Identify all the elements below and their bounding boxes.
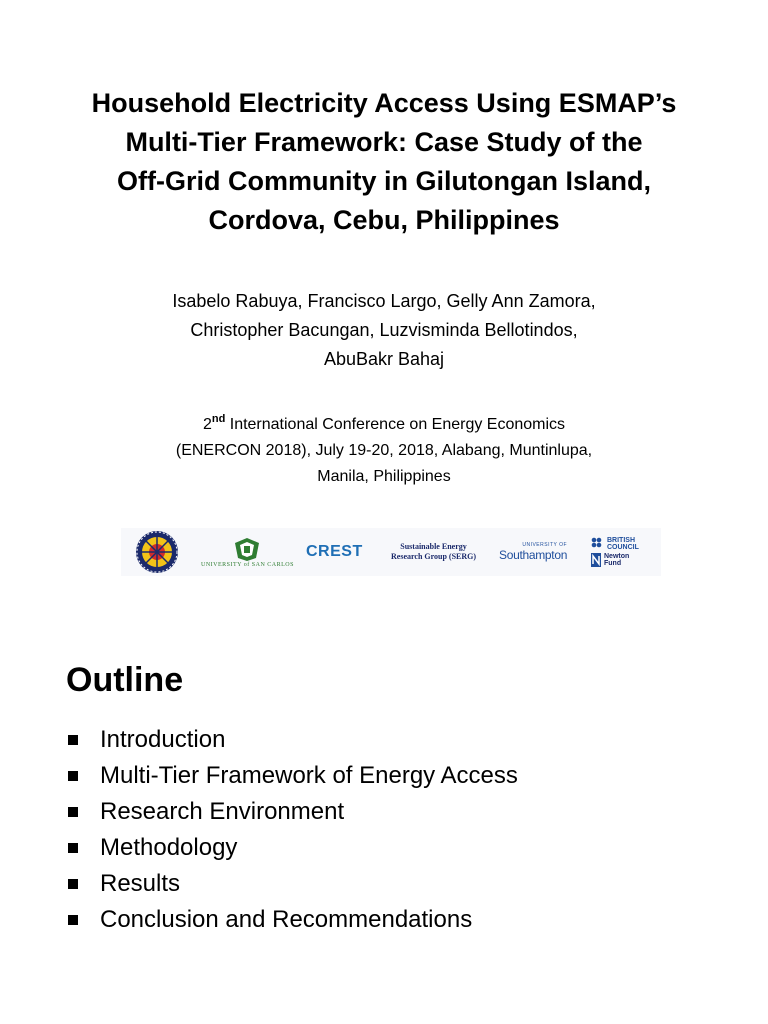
outline-item-label: Multi-Tier Framework of Energy Access [100, 762, 518, 789]
title-line: Cordova, Cebu, Philippines [208, 205, 560, 235]
newton-fund-line: Newton [604, 553, 630, 560]
usc-logo-text: UNIVERSITY of SAN CARLOS [201, 562, 294, 568]
southampton-logo [499, 528, 567, 576]
conference-line: Manila, Philippines [317, 468, 451, 485]
square-bullet-icon [68, 735, 78, 745]
newton-fund-icon [591, 553, 601, 567]
square-bullet-icon [68, 843, 78, 853]
sponsor-logos-strip [121, 528, 661, 576]
newton-fund-line: Fund [604, 560, 622, 567]
outline-item-label: Introduction [100, 726, 226, 753]
authors-line: AbuBakr Bahaj [323, 349, 445, 369]
square-bullet-icon [68, 879, 78, 889]
outline-item [66, 866, 518, 902]
seal-logo [131, 528, 183, 576]
british-council-line: BRITISH [607, 537, 635, 544]
serg-logo-line: Research Group (SERG) [391, 552, 477, 561]
serg-logo [391, 528, 476, 576]
crest-logo [306, 528, 363, 576]
square-bullet-icon [68, 771, 78, 781]
authors-line: Isabelo Rabuya, Francisco Largo, Gelly Ann Zamora, [172, 291, 596, 311]
southampton-name: Southampton [499, 548, 568, 562]
usc-logo [201, 528, 294, 576]
outline-item [66, 902, 518, 938]
square-bullet-icon [68, 915, 78, 925]
outline-item-label: Research Environment [100, 798, 345, 825]
british-council-line: COUNCIL [607, 544, 639, 551]
outline-list [66, 722, 518, 938]
southampton-small-text: UNIVERSITY OF [522, 542, 568, 548]
title-line: Multi-Tier Framework: Case Study of the [125, 127, 643, 157]
outline-item-label: Results [100, 870, 181, 897]
authors [60, 287, 708, 374]
conference-name: International Conference on Energy Economics [225, 416, 566, 433]
conference-ordinal-suffix: nd [211, 413, 226, 425]
outline-item-label: Methodology [100, 834, 238, 861]
outline-item [66, 794, 518, 830]
title-line: Off-Grid Community in Gilutongan Island, [117, 166, 651, 196]
conference-line [60, 412, 708, 438]
outline-item-label: Conclusion and Recommendations [100, 906, 473, 933]
outline-item [66, 758, 518, 794]
outline-item [66, 722, 518, 758]
serg-logo-line: Sustainable Energy [400, 542, 467, 551]
british-council-logo [591, 528, 639, 576]
square-bullet-icon [68, 807, 78, 817]
outline-item [66, 830, 518, 866]
outline-heading: Outline [66, 661, 184, 699]
title-line: Household Electricity Access Using ESMAP’s [91, 88, 677, 118]
authors-line: Christopher Bacungan, Luzvisminda Bellotindos, [190, 320, 578, 340]
conference-ordinal: 2 [202, 416, 212, 433]
british-council-dots-icon [591, 537, 605, 551]
conference-info [60, 412, 708, 490]
slide-title [40, 84, 728, 240]
crest-logo-text: CREST [306, 543, 363, 560]
conference-line: (ENERCON 2018), July 19-20, 2018, Alabang, Muntinlupa, [175, 442, 593, 459]
